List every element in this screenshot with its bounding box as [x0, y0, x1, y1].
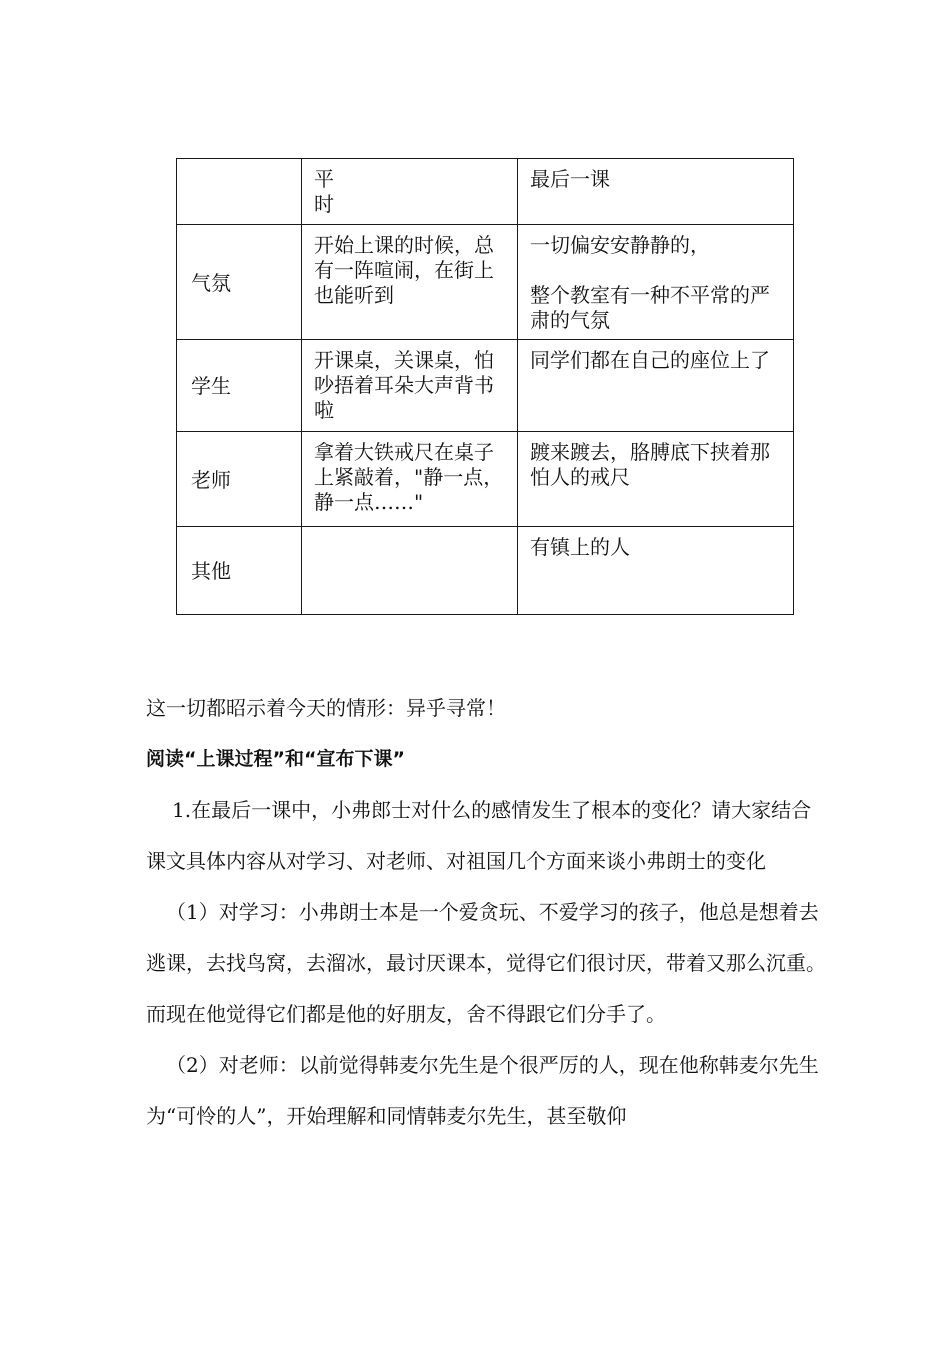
row-label-students: 学生 — [177, 340, 302, 432]
body-text — [146, 683, 826, 1142]
row-label-atmosphere: 气氛 — [177, 225, 302, 340]
cell-normal-other — [302, 527, 518, 615]
section-heading: 阅读“上课过程”和“宣布下课” — [146, 748, 405, 770]
table-row-students — [177, 340, 794, 432]
table-row-atmosphere — [177, 225, 794, 340]
table-row-teacher — [177, 432, 794, 527]
comparison-table — [176, 158, 794, 615]
header-last-cell: 最后一课 — [518, 159, 794, 225]
header-blank-cell — [177, 159, 302, 225]
header-normal-cell — [302, 159, 518, 225]
question-1: 1.在最后一课中，小弗郎士对什么的感情发生了根本的变化？请大家结合课文具体内容从对学习、对老师、对祖国几个方面来谈小弗朗士的变化 — [146, 798, 812, 873]
header-normal-line2: 时 — [314, 192, 334, 216]
header-normal-line1: 平 — [314, 167, 334, 191]
table-header-row — [177, 159, 794, 225]
cell-last-atmosphere-line2: 整个教室有一种不平常的严肃的气氛 — [530, 283, 770, 332]
cell-last-teacher: 踱来踱去，胳膊底下挟着那怕人的戒尺 — [518, 432, 794, 527]
cell-last-atmosphere-line1: 一切偏安安静静的， — [530, 233, 710, 257]
paragraph-teacher: （2）对老师：以前觉得韩麦尔先生是个很严厉的人，现在他称韩麦尔先生为“可怜的人”，开始理解和同情韩麦尔先生，甚至敬仰 — [146, 1053, 819, 1128]
row-label-teacher: 老师 — [177, 432, 302, 527]
cell-normal-teacher: 拿着大铁戒尺在桌子上紧敲着，"静一点，静一点……" — [302, 432, 518, 527]
cell-normal-atmosphere: 开始上课的时候，总有一阵喧闹，在街上也能听到 — [302, 225, 518, 340]
cell-last-students: 同学们都在自己的座位上了 — [518, 340, 794, 432]
summary-line: 这一切都昭示着今天的情形：异乎寻常！ — [146, 696, 506, 720]
cell-last-atmosphere — [518, 225, 794, 340]
cell-normal-students: 开课桌，关课桌，怕吵捂着耳朵大声背书啦 — [302, 340, 518, 432]
cell-last-other: 有镇上的人 — [518, 527, 794, 615]
row-label-other: 其他 — [177, 527, 302, 615]
paragraph-study: （1）对学习：小弗朗士本是一个爱贪玩、不爱学习的孩子，他总是想着去逃课，去找鸟窝，去溜冰，最讨厌课本，觉得它们很讨厌，带着又那么沉重。而现在他觉得它们都是他的好朋友，舍不得跟它们分手了。 — [146, 900, 826, 1026]
table-row-other — [177, 527, 794, 615]
